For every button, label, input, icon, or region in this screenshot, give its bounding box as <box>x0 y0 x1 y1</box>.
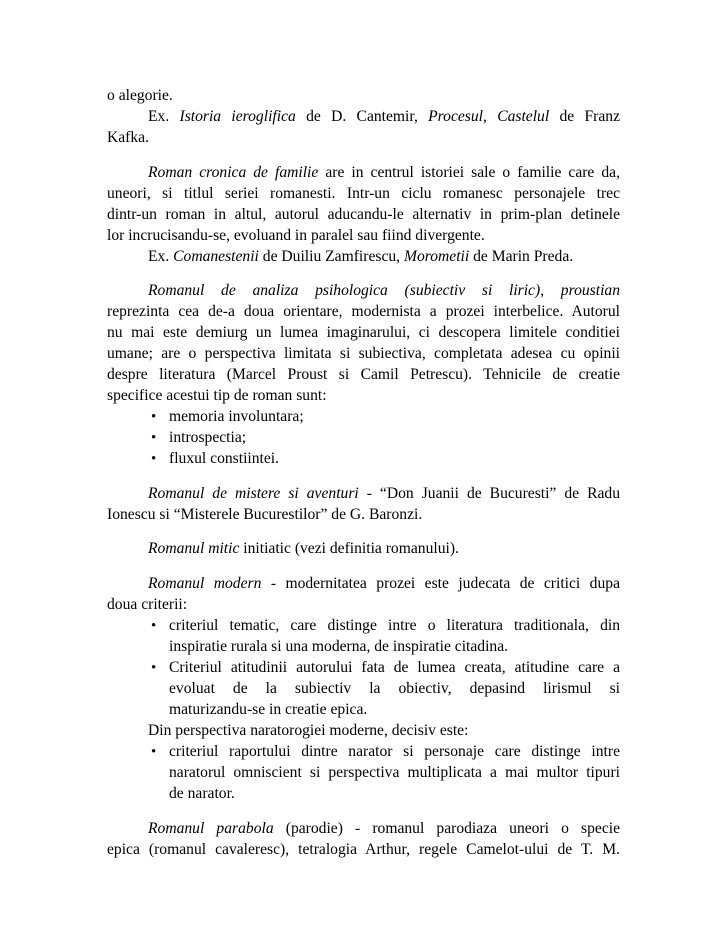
text-line: nu mai este demiurg un lumea imaginarului, ci descopera limitele conditiei <box>107 324 620 341</box>
section-heading-roman-modern: Romanul modern - modernitatea prozei este judecata de critici dupa <box>148 575 620 592</box>
list-item-continuation: inspiratie rurala si una moderna, de inspiratie citadina. <box>169 638 509 655</box>
bullet-icon: • <box>151 409 157 425</box>
text-line: despre literatura (Marcel Proust si Camil Petrescu). Tehnicile de creatie <box>107 366 620 383</box>
list-item-continuation: evoluat de la subiectiv la obiectiv, depasind lirismul si <box>169 680 620 697</box>
example-line: Ex. Istoria ieroglifica de D. Cantemir, Procesul, Castelul de Franz <box>148 108 620 125</box>
list-item: introspectia; <box>169 429 247 446</box>
text-line: umane; are o perspectiva limitata si subiectiva, completata adesea cu opinii <box>107 345 620 362</box>
text-line: lor incrucisandu-se, evoluand in paralel sau fiind divergente. <box>107 227 485 244</box>
text-line: Ionescu si “Misterele Bucurestilor” de G. Baronzi. <box>107 506 423 523</box>
example-line: Ex. Comanestenii de Duiliu Zamfirescu, Morometii de Marin Preda. <box>148 248 574 265</box>
list-item: Criteriul atitudinii autorului fata de lumea creata, atitudine care a <box>169 659 620 676</box>
section-heading-roman-parabola: Romanul parabola (parodie) - romanul parodiaza uneori o specie <box>148 820 620 837</box>
text-line: specifice acestui tip de roman sunt: <box>107 387 327 404</box>
bullet-icon: • <box>151 430 157 446</box>
bullet-icon: • <box>151 660 157 676</box>
section-heading-roman-cronica: Roman cronica de familie are in centrul istoriei sale o familie care da, <box>148 164 620 181</box>
list-item-continuation: de narator. <box>169 785 235 802</box>
list-item: criteriul raportului dintre narator si personaje care distinge intre <box>169 743 620 760</box>
bullet-icon: • <box>151 618 157 634</box>
list-item: fluxul constiintei. <box>169 450 280 467</box>
section-heading-roman-analiza: Romanul de analiza psihologica (subiectiv si liric), proustian <box>148 282 620 299</box>
list-item: memoria involuntara; <box>169 408 304 425</box>
text-line: reprezinta cea de-a doua orientare, modernista a prozei interbelice. Autorul <box>107 303 620 320</box>
bullet-icon: • <box>151 451 157 467</box>
text-line: Din perspectiva naratorogiei moderne, decisiv este: <box>148 722 469 739</box>
section-heading-roman-mitic: Romanul mitic initiatic (vezi definitia romanului). <box>148 540 459 557</box>
text-line: o alegorie. <box>107 87 173 104</box>
list-item-continuation: maturizandu-se in creatie epica. <box>169 701 368 718</box>
text-line: doua criterii: <box>107 596 188 613</box>
text-line: uneori, si titlul seriei romanesti. Intr-un ciclu romanesc personajele trec <box>107 185 620 202</box>
section-heading-roman-mistere: Romanul de mistere si aventuri - “Don Juanii de Bucuresti” de Radu <box>148 485 620 502</box>
text-line: dintr-un roman in altul, autorul aducandu-le alternativ in prim-plan detinele <box>107 206 620 223</box>
text-line: Kafka. <box>107 129 149 146</box>
list-item: criteriul tematic, care distinge intre o literatura traditionala, din <box>169 617 620 634</box>
bullet-icon: • <box>151 744 157 760</box>
list-item-continuation: naratorul omniscient si perspectiva multiplicata a mai multor tipuri <box>169 764 620 781</box>
text-line: epica (romanul cavaleresc), tetralogia Arthur, regele Camelot-ului de T. M. <box>107 841 620 858</box>
